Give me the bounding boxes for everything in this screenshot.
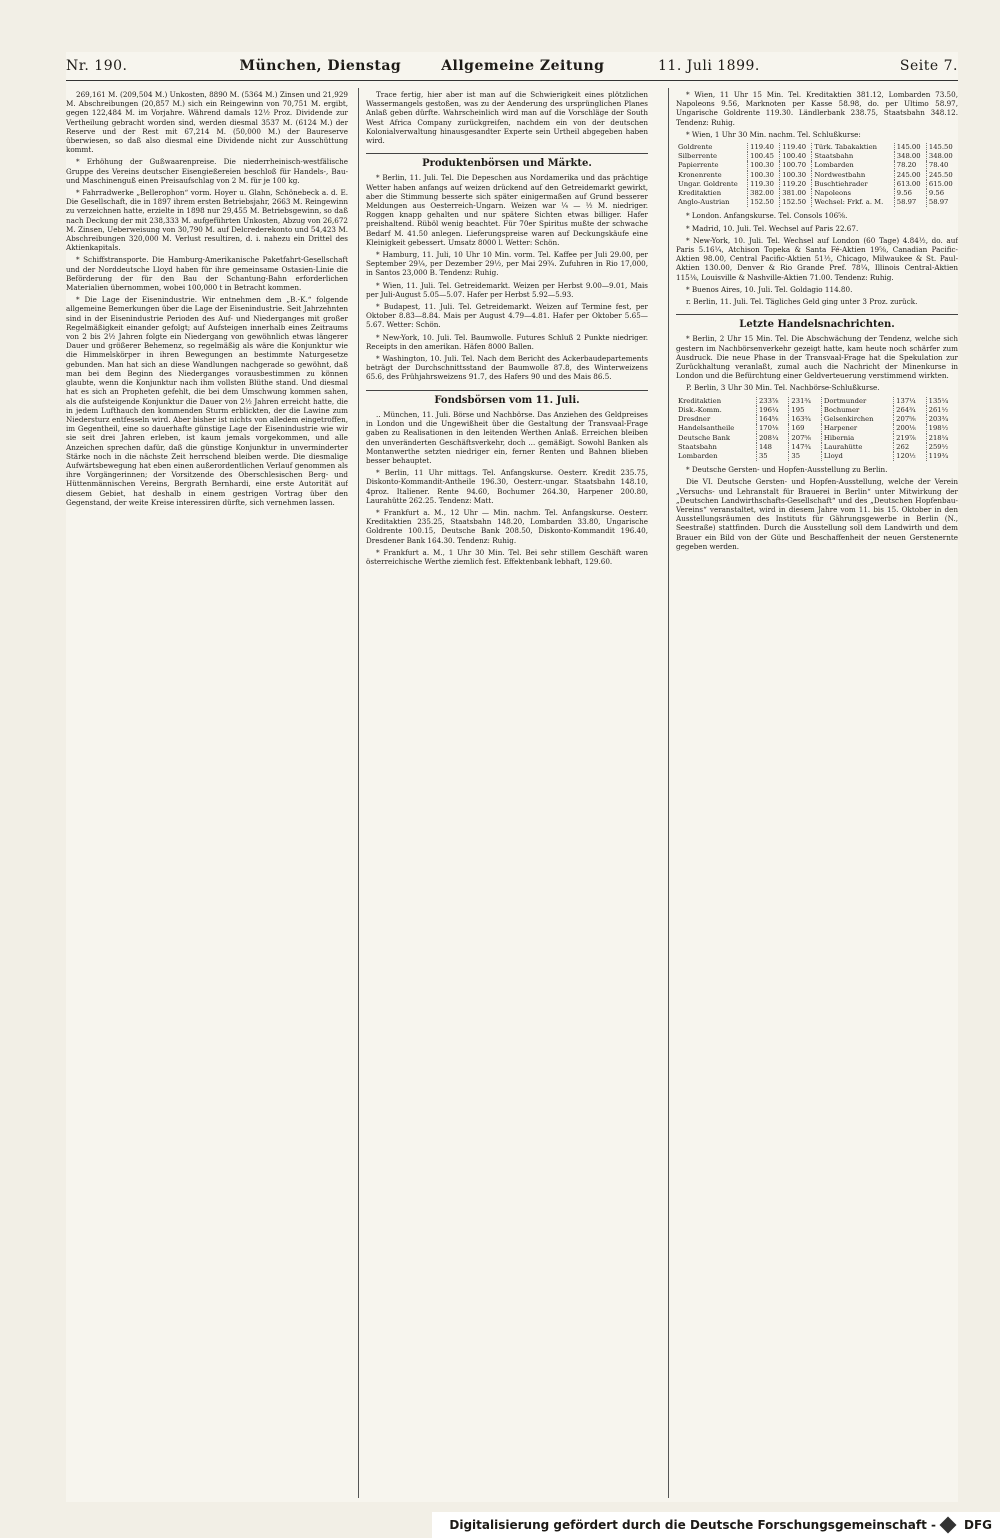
location-day: München, Dienstag — [239, 58, 402, 74]
market-report: * New-York, 10. Juli. Tel. Baumwolle. Futures Schluß 2 Punkte niedriger. Receipts in den amerikan. Häfen 8000 Ballen. — [366, 332, 648, 351]
table-title: P. Berlin, 3 Uhr 30 Min. Tel. Nachbörse-Schlußkurse. — [686, 383, 880, 393]
article-paragraph: * Schiffstransporte. Die Hamburg-Amerikanische Paketfahrt-Gesellschaft und der Norddeutsche Lloyd haben für ihre gemeinsame Ostasien-Linie die Beförderung der für den Bau der Schantung-Bahn erforderlichen Materialien übernommen, wobei 100,000 t in Betracht kommen. — [66, 255, 348, 293]
table-row: Kronenrente 100.30 100.30 Nordwestbahn 245.00 245.50 — [678, 170, 953, 179]
market-report: * Hamburg, 11. Juli, 10 Uhr 10 Min. vorm. Tel. Kaffee per Juli 29.00, per September 29¼, per Dezember 29½, per Mai 29¾. Zufuhren in Rio 17,000, in Santos 23,000 B. Tendenz: Ruhig. — [366, 250, 648, 278]
table-row: Kreditaktien 382.00 381.00 Napoleons 9.56 9.56 — [678, 189, 945, 198]
table-row: Staatsbahn 148 147¾ Laurahütte 262 259½ — [678, 442, 949, 451]
article-heading: * Deutsche Gersten- und Hopfen-Ausstellung zu Berlin. — [686, 465, 888, 475]
issue-date: 11. Juli 1899. — [658, 58, 760, 74]
table-row: Papierrente 100.30 100.70 Lombarden 78.20 78.40 — [678, 161, 949, 170]
masthead-right — [658, 58, 958, 74]
stock-report: * Buenos Aires, 10. Juli. Tel. Goldagio 114.80. — [686, 284, 853, 294]
stock-report: * New-York, 10. Juli. Tel. Wechsel auf London (60 Tage) 4.84½, do. auf Paris 5.16¼, Atchison Topeka & Santa Fé-Aktien 19⅝, Canadian Pacific-Aktien 98.00, Central Pacific-Aktien 51½, Chicago, Milwaukee & St. Paul-Aktien 130.00, Denver & Rio Grande Pref. 78¼, Illinois Central-Aktien 115⅛, Louisville & Nashville-Aktien 71.00. Tendenz: Ruhig. — [676, 235, 958, 282]
market-report: * Budapest, 11. Juli. Tel. Getreidemarkt. Weizen auf Termine fest, per Oktober 8.83—8.84. Mais per August 4.79—4.81. Hafer per Oktober 5.65—5.67. Wetter: Schön. — [366, 302, 648, 330]
dfg-logo-icon — [939, 1517, 956, 1534]
table-row: Goldrente 119.40 119.40 Türk. Tabakaktien 145.00 145.50 — [678, 143, 953, 152]
table-row: Ungar. Goldrente 119.30 119.20 Buschtiehrader 613.00 615.00 — [678, 179, 953, 188]
dfg-logo-text: DFG — [963, 1518, 992, 1532]
section-heading: Fondsbörsen vom 11. Juli. — [366, 390, 648, 405]
article-paragraph: Trace fertig, hier aber ist man auf die Schwierigkeit eines plötzlichen Wassermangels gestoßen, was zu der Aenderung des ursprünglichen Planes Anlaß geben dürfte. Wahrscheinlich wird man auf die Vorschläge der South West Africa Company zurückgreifen, nachdem ein von der deutschen Kolonialverwaltung hinausgesandter Experte sein Urtheil abgegeben haben wird. — [366, 90, 648, 146]
digitization-footer — [432, 1512, 1000, 1538]
stock-report: * Madrid, 10. Juli. Tel. Wechsel auf Paris 22.67. — [686, 223, 859, 233]
table-row: Dresdner 164⅝ 163¾ Gelsenkirchen 207⅝ 203¾ — [678, 415, 949, 424]
stock-report: * Wien, 11 Uhr 15 Min. Tel. Kreditaktien 381.12, Lombarden 73.50, Napoleons 9.56, Marknoten per Kasse 58.98, do. per Ultimo 58.97, Ungarische Goldrente 119.30. Ländlerbank 238.75, Staatsbahn 348.12. Tendenz: Ruhig. — [676, 90, 958, 127]
berlin-closing-table — [676, 397, 958, 461]
article-paragraph: * Erhöhung der Gußwaarenpreise. Die niederrheinisch-westfälische Gruppe des Vereins deutscher Eisengießereien beschloß für Handels-, Bau- und Maschinenguß einen Preisaufschlag von 2 M. für je 100 kg. — [66, 157, 348, 185]
column-2 — [366, 90, 648, 1496]
stock-report: .. München, 11. Juli. Börse und Nachbörse. Das Anziehen des Geldpreises in London und die Ungewißheit über die Gestaltung der Transvaal-Frage gaben zu Realisationen in den leitenden Werthen Anlaß. Erreichen bleiben den unveränderten Geschäftsverkehr, doch ... gemäßigt. Sowohl Banken als Montanwerthe setzten niedriger ein, ferner Renten und Bahnen blieben besser behauptet. — [366, 409, 648, 465]
section-heading: Produktenbörsen und Märkte. — [366, 153, 648, 168]
article-paragraph: 269,161 M. (209,504 M.) Unkosten, 8890 M. (5364 M.) Zinsen und 21,929 M. Abschreibungen (20,857 M.) sich ein Reingewinn von 70,751 M. ergibt, gegen 122,484 M. im Vorjahre. Während damals 12½ Proz. Dividende zur Vertheilung gebracht worden sind, werden diesmal 3537 M. (6124 M.) der Reserve und der Rest mit 67,214 M. (50,000 M.) der Baureserve überwiesen, so daß also diesmal eine Dividende nicht zur Ausschüttung kommt. — [66, 90, 348, 155]
table-row: Lombarden 35 35 Lloyd 120½ 119¾ — [678, 451, 949, 460]
page-number: Seite 7. — [899, 58, 958, 74]
article-paragraph: * Die Lage der Eisenindustrie. Wir entnehmen dem „B.-K.“ folgende allgemeine Bemerkungen über die Lage der Eisenindustrie. Seit Jahrzehnten sind in der Eisenindustrie Perioden des Auf- und Niederganges mit großer Regelmäßigkeit einander gefolgt; auf Aufsteigen innerhalb eines Zeitraums von 2 bis 2½ Jahren folgte ein Niedergang von gewöhnlich etwas längerer Dauer und größerer Behemenz, so regelmäßig als wäre die Konjunktur wie die Himmelskörper in ihren Bewegungen an bestimmte Naturgesetze gebunden. Man hat sich an diese Wandlungen nachgerade so gewöhnt, daß man bei dem Beginn des Niederganges vorausbestimmen zu können glaubte, wenn die Konjunktur nach ihm vollsten Blüthe stand. Und diesmal hat es sich an Propheten gefehlt, die bei dem Umschwung kommen sahen, als die aufsteigende Konjunktur die Dauer von 2½ Jahren erreicht hatte, die in jedem Lufthauch den kommenden Sturm erblickten, der die Lawine zum Niedersturz entfesseln wird. Aber bisher ist nichts von alledem eingetroffen, im Gegentheil, eine so dauerhafte günstige Lage der Eisenindustrie wie wir sie seit drei Jahren erleben, ist kaum jemals vorgekommen, und alle Anzeichen sprechen dafür, daß die günstige Konjunktur in unverminderter Stärke noch in die nächste Zeit herrschend bleiben werde. Die diesmalige Aufwärtsbewegung hat eben einen außerordentlichen Verlauf genommen als ihre Vorgängerinnen; der Vorsitzende des Oberschlesischen Berg- und Hüttenmännischen Vereins, Bergrath Bernhardi, eine erste Autorität auf diesem Gebiet, hat deshalb in einem gestrigen Vortrag über den Gegenstand, der weite Kreise interessiren dürfte, sich vernehmen lassen. — [66, 295, 348, 507]
market-report: * Washington, 10. Juli. Tel. Nach dem Bericht des Ackerbaudepartements beträgt der Durchschnittsstand der Baumwolle 87.8, des Winterweizens 65.6, des Frühjahrsweizens 91.7, des Hafers 90 und des Mais 86.5. — [366, 354, 648, 382]
section-heading: Letzte Handelsnachrichten. — [676, 314, 958, 329]
table-row: Silberrente 100.45 100.40 Staatsbahn 348.00 348.00 — [678, 152, 953, 161]
table-row: Deutsche Bank 208¼ 207⅝ Hibernia 219⅞ 218¼ — [678, 433, 949, 442]
table-row: Kreditaktien 233⅞ 231¾ Dortmunder 137¼ 135¼ — [678, 396, 949, 405]
stock-report: * Berlin, 11 Uhr mittags. Tel. Anfangskurse. Oesterr. Kredit 235.75, Diskonto-Kommandit-Antheile 196.30, Oesterr.-ungar. Staatsbahn 148.10, 4proz. Italiener. Rente 94.60, Bochumer 264.30, Harpener 200.80, Laurahütte 262.25. Tendenz: Matt. — [366, 468, 648, 505]
masthead — [66, 52, 958, 81]
wien-closing-table — [676, 143, 958, 207]
article-paragraph: * Fahrradwerke „Bellerophon“ vorm. Hoyer u. Glahn, Schönebeck a. d. E. Die Gesellschaft, die in 1897 ihrem ersten Betriebsjahr, 2663 M. Reingewinn zu verzeichnen hatte, erzielte in 1898 nur 29,455 M. Betriebsgewinn, so daß nach Deckung der mit 238,333 M. aufgeführten Unkosten, Abzug von 26,672 M. Zinsen, Ueberweisung von 30,790 M. auf Delcrederekonto und 54,423 M. Abschreibungen 320,000 M. Verlust resultiren, d. i. nahezu ein Drittel des Aktienkapitals. — [66, 188, 348, 253]
issue-number: Nr. 190. — [66, 58, 128, 74]
table-row: Anglo-Austrian 152.50 152.50 Wechsel: Frkf. a. M. 58.97 58.97 — [678, 198, 949, 207]
column-3 — [676, 90, 958, 1496]
table-row: Handelsantheile 170⅛ 169 Harpener 200⅛ 198½ — [678, 424, 949, 433]
stock-report: * Frankfurt a. M., 12 Uhr — Min. nachm. Tel. Anfangskurse. Oesterr. Kreditaktien 235.25, Staatsbahn 148.20, Lombarden 33.80, Ungarische Goldrente 100.15, Deutsche Bank 208.50, Diskonto-Kommandit 196.40, Dresdener Bank 164.30. Tendenz: Ruhig. — [366, 507, 648, 545]
stock-report: r. Berlin, 11. Juli. Tel. Tägliches Geld ging unter 3 Proz. zurück. — [686, 297, 918, 307]
column-1 — [66, 90, 348, 1496]
stock-report: * Frankfurt a. M., 1 Uhr 30 Min. Tel. Bei sehr stillem Geschäft waren österreichische Werthe ziemlich fest. Effektenbank lebhaft, 129.60. — [366, 547, 648, 566]
stock-report: * Berlin, 2 Uhr 15 Min. Tel. Die Abschwächung der Tendenz, welche sich gestern im Nachbörsenverkehr gezeigt hatte, kam heute noch schärfer zum Ausdruck. Die neue Phase in der Transvaal-Frage hat die Spekulation zur Zurückhaltung veranlaßt, zumal auch die Nachricht der Minenkurse in London und die Befürchtung einer Geldverteuerung verstimmend wirkten. — [676, 334, 958, 381]
column-divider — [358, 88, 359, 1498]
newspaper-title: Allgemeine Zeitung — [441, 58, 605, 74]
table-title: * Wien, 1 Uhr 30 Min. nachm. Tel. Schlußkurse: — [686, 129, 861, 139]
market-report: * Berlin, 11. Juli. Tel. Die Depeschen aus Nordamerika und das prächtige Wetter haben anfangs auf weizen drückend auf den Getreidemarkt gewirkt, aber die Stimmung besserte sich später einigermaßen auf Grund besserer Meldungen aus Oesterreich-Ungarn. Weizen war ¼ — ½ M. niedriger. Roggen knapp gehalten und nur spätere Sichten etwas billiger. Hafer preishaltend. Rüböl wenig beachtet. Für 70er Spiritus mußte der schwache Bedarf M. 41.50 anlegen. Lieferungspreise waren auf Deckungskäufe eine Kleinigkeit gebessert. Umsatz 8000 l. Wetter: Schön. — [366, 173, 648, 247]
table-row: Disk.-Komm. 196¼ 195 Bochumer 264¾ 261½ — [678, 405, 949, 414]
stock-report: * London. Anfangskurse. Tel. Consols 106⅝. — [686, 211, 848, 221]
market-report: * Wien, 11. Juli. Tel. Getreidemarkt. Weizen per Herbst 9.00—9.01, Mais per Juli-August 5.05—5.07. Hafer per Herbst 5.92—5.93. — [366, 280, 648, 299]
footer-text: Digitalisierung gefördert durch die Deutsche Forschungsgemeinschaft - — [449, 1518, 936, 1532]
article-paragraph: Die VI. Deutsche Gersten- und Hopfen-Ausstellung, welche der Verein „Versuchs- und Lehranstalt für Brauerei in Berlin“ unter Mitwirkung der „Deutschen Landwirthschafts-Gesellschaft“ und des „Deutschen Hopfenbau-Vereins“ veranstaltet, wird in diesem Jahre vom 11. bis 15. Oktober in den Ausstellungsräumen des Instituts für Gährungsgewerbe in Berlin (N., Seestraße) stattfinden. Durch die Ausstellung soll dem Landwirth und dem Brauer ein Bild von der Güte und Beschaffenheit der neuen Gerstenernte gegeben werden. — [676, 477, 958, 551]
column-divider — [668, 88, 669, 1498]
newspaper-page — [66, 52, 958, 1502]
masthead-center — [186, 58, 658, 74]
